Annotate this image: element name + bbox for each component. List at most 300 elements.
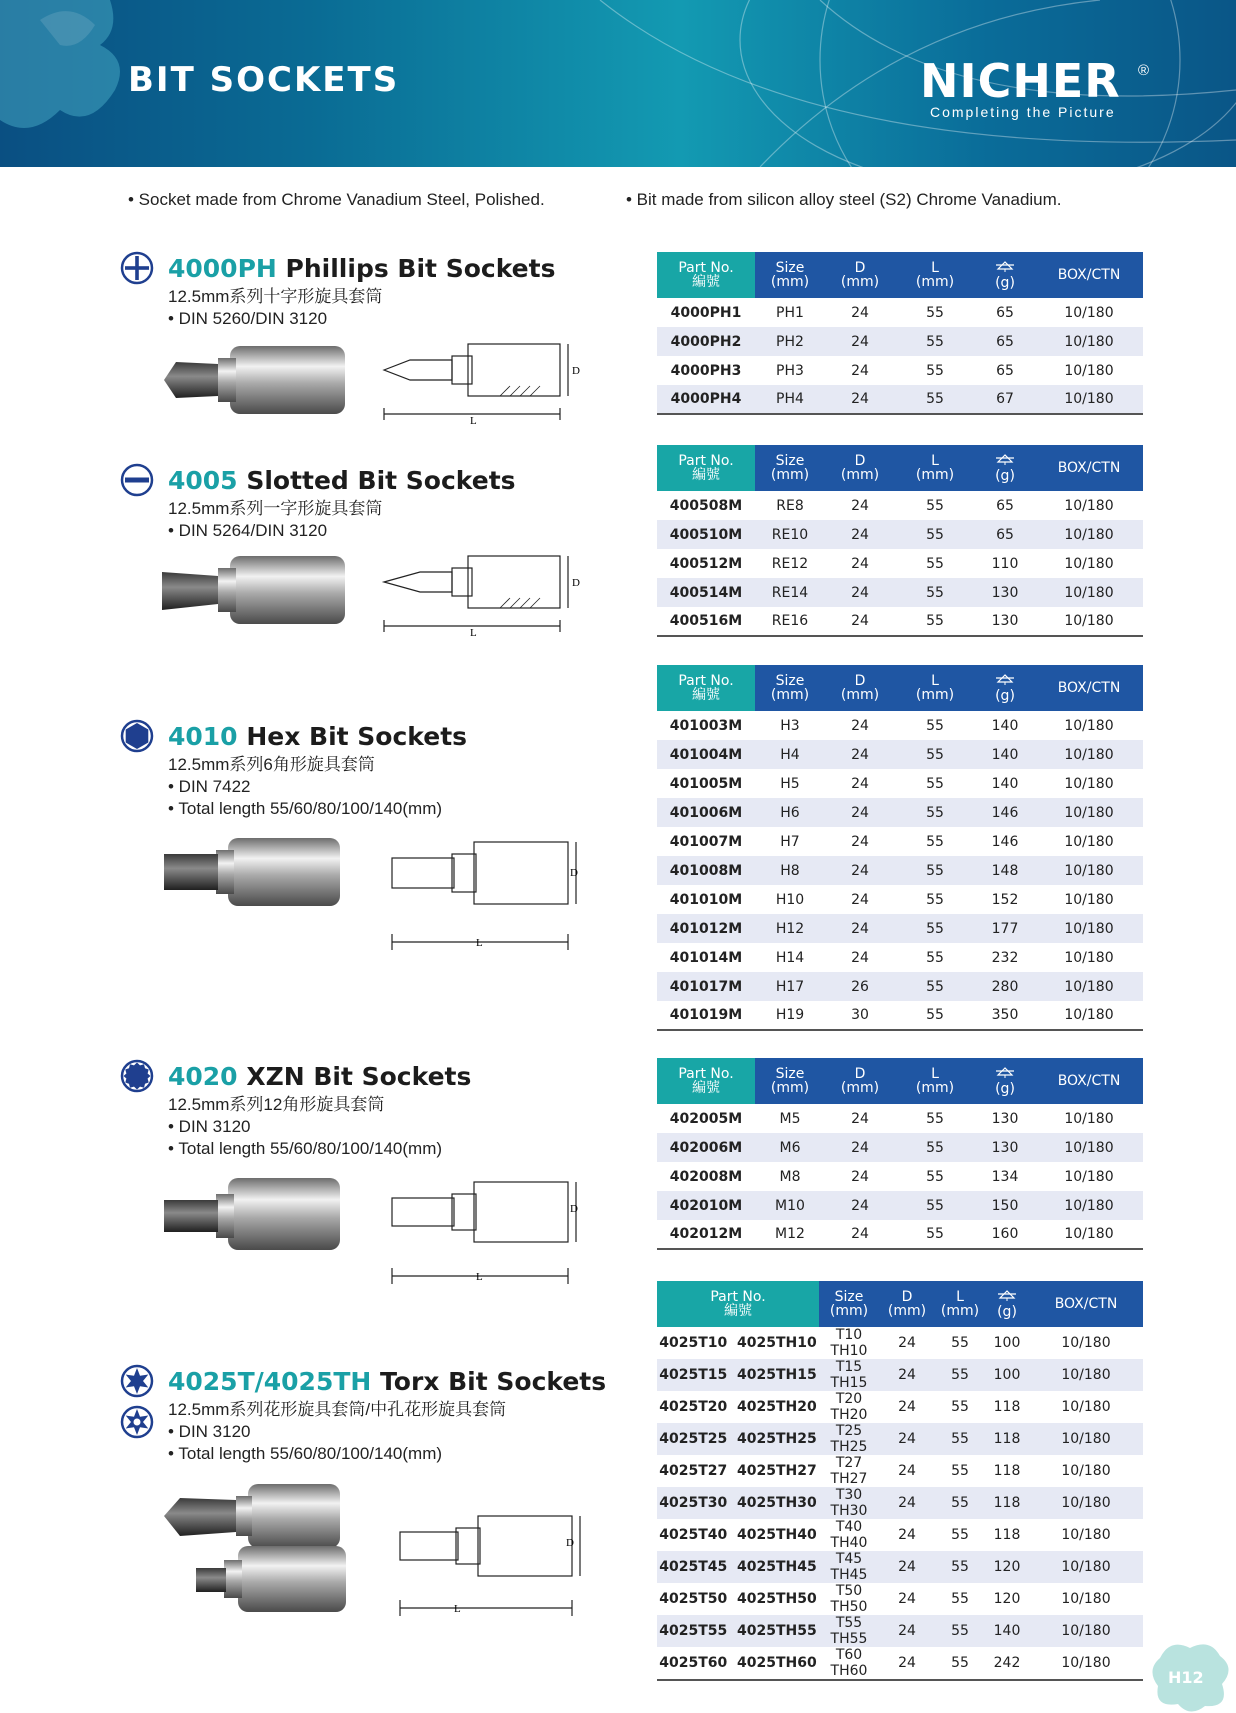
cell-box-ctn: 10/180 xyxy=(1064,775,1114,792)
cell-part-no: 402006M xyxy=(669,1139,743,1156)
cell-size: H7 xyxy=(780,833,800,850)
col-box-ctn: BOX/CTN xyxy=(1057,460,1121,476)
note-bit-material: • Bit made from silicon alloy steel (S2) Chrome Vanadium. xyxy=(626,190,1062,209)
cell-l: 55 xyxy=(895,607,975,636)
col-size: Size (mm) xyxy=(770,453,810,483)
cell-weight: 146 xyxy=(991,804,1019,821)
cell-l: 55 xyxy=(926,1168,944,1185)
note-socket-material: • Socket made from Chrome Vanadium Steel, Polished. xyxy=(128,190,545,209)
cell-weight: 146 xyxy=(991,833,1019,850)
cell-weight: 130 xyxy=(975,607,1035,636)
cell-size: T60 TH60 xyxy=(819,1647,879,1680)
cell-weight: 134 xyxy=(991,1168,1019,1185)
cell-size: H5 xyxy=(780,775,800,792)
cell-weight: 160 xyxy=(975,1220,1035,1249)
cell-weight: 130 xyxy=(991,584,1019,601)
table-row xyxy=(657,798,1143,827)
col-size: Size (mm) xyxy=(770,260,810,290)
cell-box-ctn: 10/180 xyxy=(1064,746,1114,763)
cell-box-ctn: 10/180 xyxy=(1064,804,1114,821)
cell-l: 55 xyxy=(926,1110,944,1127)
cell-d: 24 xyxy=(851,804,869,821)
cell-weight: 118 xyxy=(993,1399,1021,1415)
section-standard: • DIN 7422 xyxy=(168,777,251,796)
phillips-socket-photo xyxy=(160,340,360,420)
cell-part-no: 4025T30 4025TH30 xyxy=(659,1495,817,1511)
table-row xyxy=(657,1487,1143,1519)
col-l: L (mm) xyxy=(915,673,955,703)
cell-weight: 118 xyxy=(993,1431,1021,1447)
table-row xyxy=(657,1615,1143,1647)
section-standard: • DIN 5260/DIN 3120 xyxy=(168,309,328,328)
cell-size: H4 xyxy=(780,746,800,763)
phillips-dimension-diagram xyxy=(380,338,580,424)
cell-part-no: 400512M xyxy=(669,555,743,572)
cell-part-no: 4000PH4 xyxy=(657,385,755,414)
cell-part-no: 401014M xyxy=(669,949,743,966)
cell-box-ctn: 10/180 xyxy=(1064,333,1114,350)
cell-box-ctn: 10/180 xyxy=(1061,1431,1111,1447)
cell-d: 24 xyxy=(851,304,869,321)
xzn-socket-photo xyxy=(160,1176,350,1256)
cell-part-no: 402010M xyxy=(669,1197,743,1214)
cell-size: RE12 xyxy=(771,555,809,572)
cell-size: H12 xyxy=(775,920,805,937)
col-l: L (mm) xyxy=(940,1289,980,1319)
slotted-socket-photo xyxy=(160,550,360,630)
cell-size: H3 xyxy=(780,717,800,734)
cell-l: 55 xyxy=(951,1463,969,1479)
table-row xyxy=(657,1359,1143,1391)
cell-box-ctn: 10/180 xyxy=(1061,1559,1111,1575)
cell-weight: 65 xyxy=(996,362,1014,379)
cell-d: 26 xyxy=(851,978,869,995)
cell-weight: 65 xyxy=(996,497,1014,514)
section-length: • Total length 55/60/80/100/140(mm) xyxy=(168,799,443,818)
cell-d: 24 xyxy=(898,1559,916,1575)
spec-table-phillips xyxy=(657,252,1143,415)
cell-l: 55 xyxy=(951,1399,969,1415)
hex-icon xyxy=(120,719,154,753)
section-desc: 12.5mm系列6角形旋具套筒 xyxy=(168,755,375,774)
cell-box-ctn: 10/180 xyxy=(1064,949,1114,966)
torx-dimension-diagram xyxy=(398,1512,598,1622)
section-desc: 12.5mm系列12角形旋具套筒 xyxy=(168,1095,385,1114)
cell-part-no: 401012M xyxy=(669,920,743,937)
col-size: Size (mm) xyxy=(770,1066,810,1096)
cell-size: RE14 xyxy=(771,584,809,601)
cell-box-ctn: 10/180 xyxy=(1061,1335,1111,1351)
cell-weight: 118 xyxy=(993,1495,1021,1511)
diagram-l-label: L xyxy=(476,937,483,949)
cell-l: 55 xyxy=(951,1431,969,1447)
cell-l: 55 xyxy=(926,746,944,763)
cell-size: M8 xyxy=(779,1168,801,1185)
cell-box-ctn: 10/180 xyxy=(1061,1495,1111,1511)
cell-part-no: 401008M xyxy=(669,862,743,879)
cell-d: 24 xyxy=(898,1591,916,1607)
cell-box-ctn: 10/180 xyxy=(1064,978,1114,995)
cell-d: 24 xyxy=(879,1647,935,1680)
cell-l: 55 xyxy=(951,1591,969,1607)
cell-l: 55 xyxy=(926,584,944,601)
table-row xyxy=(657,491,1143,520)
cell-d: 24 xyxy=(851,1110,869,1127)
xzn-dimension-diagram xyxy=(390,1178,590,1288)
cell-l: 55 xyxy=(895,1220,975,1249)
cell-box-ctn: 10/180 xyxy=(1064,1197,1114,1214)
section-title: 4025T/4025TH Torx Bit Sockets xyxy=(168,1366,607,1396)
cell-box-ctn: 10/180 xyxy=(1064,362,1114,379)
cell-d: 24 xyxy=(898,1367,916,1383)
cell-weight: 350 xyxy=(975,1001,1035,1030)
cell-weight: 280 xyxy=(991,978,1019,995)
cell-l: 55 xyxy=(926,978,944,995)
cell-box-ctn: 10/180 xyxy=(1064,526,1114,543)
cell-l: 55 xyxy=(926,304,944,321)
cell-l: 55 xyxy=(951,1367,969,1383)
section-torx xyxy=(120,1363,640,1465)
col-part-no: Part No. 編號 xyxy=(657,1281,819,1327)
cell-part-no: 400510M xyxy=(669,526,743,543)
cell-box-ctn: 10/180 xyxy=(1064,891,1114,908)
table-row xyxy=(657,1551,1143,1583)
col-d: D (mm) xyxy=(840,260,880,290)
cell-part-no: 4025T40 4025TH40 xyxy=(659,1527,817,1543)
cell-part-no: 401019M xyxy=(657,1001,755,1030)
col-part-no: Part No. 編號 xyxy=(657,445,755,491)
phillips-icon xyxy=(120,251,154,285)
cell-d: 24 xyxy=(851,555,869,572)
cell-size: T27 TH27 xyxy=(830,1455,868,1487)
cell-part-no: 4000PH2 xyxy=(670,333,742,350)
cell-box-ctn: 10/180 xyxy=(1064,497,1114,514)
cell-l: 55 xyxy=(926,891,944,908)
cell-part-no: 4025T60 4025TH60 xyxy=(657,1647,819,1680)
cell-part-no: 401006M xyxy=(669,804,743,821)
cell-size: M10 xyxy=(775,1197,805,1214)
cell-weight: 130 xyxy=(991,1139,1019,1156)
cell-weight: 120 xyxy=(993,1559,1021,1575)
table-row xyxy=(657,1423,1143,1455)
spec-table-hex xyxy=(657,665,1143,1031)
col-part-no: Part No. 編號 xyxy=(657,252,755,298)
cell-part-no: 4025T10 4025TH10 xyxy=(659,1335,817,1351)
diagram-l-label: L xyxy=(470,627,477,636)
page-number-badge xyxy=(1150,1638,1236,1713)
cell-part-no: 4000PH3 xyxy=(670,362,742,379)
cell-box-ctn: 10/180 xyxy=(1064,862,1114,879)
cell-box-ctn: 10/180 xyxy=(1064,555,1114,572)
cell-l: 55 xyxy=(926,775,944,792)
section-xzn xyxy=(120,1058,640,1160)
cell-l: 55 xyxy=(951,1335,969,1351)
cell-part-no: 401003M xyxy=(669,717,743,734)
cell-d: 24 xyxy=(898,1495,916,1511)
cell-box-ctn: 10/180 xyxy=(1064,833,1114,850)
col-box-ctn: BOX/CTN xyxy=(1057,680,1121,696)
table-row xyxy=(657,1519,1143,1551)
cell-d: 24 xyxy=(825,1220,895,1249)
col-box-ctn: BOX/CTN xyxy=(1057,1073,1121,1089)
cell-d: 24 xyxy=(825,385,895,414)
cell-weight: 65 xyxy=(996,304,1014,321)
cell-l: 55 xyxy=(926,526,944,543)
col-box-ctn: BOX/CTN xyxy=(1054,1296,1118,1312)
cell-d: 24 xyxy=(851,1168,869,1185)
cell-l: 55 xyxy=(935,1647,985,1680)
cell-box-ctn: 10/180 xyxy=(1064,1110,1114,1127)
cell-weight: 118 xyxy=(993,1463,1021,1479)
cell-l: 55 xyxy=(926,333,944,350)
cell-box-ctn: 10/180 xyxy=(1064,1139,1114,1156)
cell-l: 55 xyxy=(926,555,944,572)
cell-d: 24 xyxy=(898,1527,916,1543)
col-d: D (mm) xyxy=(840,453,880,483)
section-phillips xyxy=(120,250,640,330)
col-d: D (mm) xyxy=(840,673,880,703)
torx-icon xyxy=(120,1364,154,1398)
cell-part-no: 401007M xyxy=(669,833,743,850)
cell-size: H10 xyxy=(775,891,805,908)
cell-size: T30 TH30 xyxy=(830,1487,868,1519)
cell-d: 24 xyxy=(851,949,869,966)
section-desc: 12.5mm系列一字形旋具套筒 xyxy=(168,499,383,518)
diagram-l-label: L xyxy=(470,415,477,424)
cell-part-no: 4025T27 4025TH27 xyxy=(659,1463,817,1479)
table-row xyxy=(657,1583,1143,1615)
cell-part-no: 4025T15 4025TH15 xyxy=(659,1367,817,1383)
cell-box-ctn: 10/180 xyxy=(1035,1001,1143,1030)
cell-weight: 110 xyxy=(991,555,1019,572)
cell-size: PH2 xyxy=(776,333,804,350)
cell-weight: 242 xyxy=(985,1647,1029,1680)
cell-d: 24 xyxy=(851,526,869,543)
cell-size: M6 xyxy=(779,1139,801,1156)
col-d: D (mm) xyxy=(840,1066,880,1096)
cell-box-ctn: 10/180 xyxy=(1035,385,1143,414)
torx-hollow-icon xyxy=(120,1405,154,1439)
brand-slogan: Completing the Picture xyxy=(930,104,1116,120)
cell-d: 24 xyxy=(851,891,869,908)
table-row xyxy=(657,1220,1143,1249)
cell-size: T25 TH25 xyxy=(830,1423,868,1455)
cell-d: 24 xyxy=(898,1335,916,1351)
cell-part-no: 4025T25 4025TH25 xyxy=(659,1431,817,1447)
table-row xyxy=(657,607,1143,636)
cell-d: 24 xyxy=(851,1197,869,1214)
cell-d: 24 xyxy=(851,333,869,350)
spec-table-slotted xyxy=(657,445,1143,637)
cell-weight: 65 xyxy=(996,526,1014,543)
cell-d: 24 xyxy=(825,607,895,636)
weight-scale-icon xyxy=(994,674,1016,686)
cell-part-no: 401004M xyxy=(669,746,743,763)
page-title: BIT SOCKETS xyxy=(128,60,400,100)
table-row xyxy=(657,1391,1143,1423)
cell-weight: 177 xyxy=(991,920,1019,937)
cell-part-no: 400508M xyxy=(669,497,743,514)
hex-dimension-diagram xyxy=(390,838,590,958)
cell-size: M12 xyxy=(755,1220,825,1249)
table-row xyxy=(657,520,1143,549)
diagram-l-label: L xyxy=(454,1603,461,1615)
cell-part-no: 4025T55 4025TH55 xyxy=(659,1623,817,1639)
cell-box-ctn: 10/180 xyxy=(1061,1399,1111,1415)
section-desc: 12.5mm系列花形旋具套筒/中孔花形旋具套筒 xyxy=(168,1400,507,1419)
weight-scale-icon xyxy=(996,1290,1018,1302)
cell-size: H6 xyxy=(780,804,800,821)
section-slotted xyxy=(120,462,640,542)
section-title: 4020 XZN Bit Sockets xyxy=(168,1061,472,1091)
col-d: D (mm) xyxy=(887,1289,927,1319)
cell-size: T50 TH50 xyxy=(830,1583,868,1615)
section-standard: • DIN 3120 xyxy=(168,1422,251,1441)
cell-d: 24 xyxy=(898,1399,916,1415)
cell-l: 55 xyxy=(926,1139,944,1156)
col-size: Size (mm) xyxy=(829,1289,869,1319)
table-row xyxy=(657,827,1143,856)
col-box-ctn: BOX/CTN xyxy=(1057,267,1121,283)
cell-l: 55 xyxy=(926,862,944,879)
cell-box-ctn: 10/180 xyxy=(1061,1623,1111,1639)
cell-d: 24 xyxy=(851,746,869,763)
cell-weight: 118 xyxy=(993,1527,1021,1543)
cell-box-ctn: 10/180 xyxy=(1064,584,1114,601)
cell-part-no: 4025T20 4025TH20 xyxy=(659,1399,817,1415)
cell-l: 55 xyxy=(895,1001,975,1030)
cell-l: 55 xyxy=(926,1197,944,1214)
cell-d: 24 xyxy=(851,775,869,792)
cell-d: 30 xyxy=(825,1001,895,1030)
cell-part-no: 402012M xyxy=(657,1220,755,1249)
cell-weight: 140 xyxy=(991,746,1019,763)
cell-weight: 152 xyxy=(991,891,1019,908)
cell-box-ctn: 10/180 xyxy=(1061,1527,1111,1543)
weight-scale-icon xyxy=(994,454,1016,466)
cell-d: 24 xyxy=(851,1139,869,1156)
cell-d: 24 xyxy=(898,1431,916,1447)
diagram-d-label: D xyxy=(566,1537,574,1549)
cell-l: 55 xyxy=(926,920,944,937)
cell-size: H8 xyxy=(780,862,800,879)
cell-size: T45 TH45 xyxy=(830,1551,868,1583)
cell-part-no: 4025T45 4025TH45 xyxy=(659,1559,817,1575)
col-weight: (g) xyxy=(975,252,1035,298)
cell-weight: 100 xyxy=(993,1367,1021,1383)
cell-size: T55 TH55 xyxy=(830,1615,868,1647)
cell-l: 55 xyxy=(895,385,975,414)
xzn-icon xyxy=(120,1059,154,1093)
cell-l: 55 xyxy=(926,949,944,966)
cell-weight: 148 xyxy=(991,862,1019,879)
cell-part-no: 4000PH1 xyxy=(670,304,742,321)
section-length: • Total length 55/60/80/100/140(mm) xyxy=(168,1139,443,1158)
cell-size: PH4 xyxy=(755,385,825,414)
cell-size: PH3 xyxy=(776,362,804,379)
table-row xyxy=(657,1191,1143,1220)
cell-size: H19 xyxy=(755,1001,825,1030)
table-row xyxy=(657,1104,1143,1133)
cell-box-ctn: 10/180 xyxy=(1061,1591,1111,1607)
cell-d: 24 xyxy=(851,497,869,514)
section-title: 4005 Slotted Bit Sockets xyxy=(168,465,516,495)
diagram-d-label: D xyxy=(570,867,578,879)
cell-d: 24 xyxy=(851,717,869,734)
table-row xyxy=(657,885,1143,914)
cell-size: PH1 xyxy=(776,304,804,321)
cell-size: T15 TH15 xyxy=(830,1359,868,1391)
table-row xyxy=(657,298,1143,327)
cell-box-ctn: 10/180 xyxy=(1064,1168,1114,1185)
cell-box-ctn: 10/180 xyxy=(1029,1647,1143,1680)
cell-part-no: 401010M xyxy=(669,891,743,908)
cell-box-ctn: 10/180 xyxy=(1035,607,1143,636)
cell-part-no: 401017M xyxy=(669,978,743,995)
page-number: H12 xyxy=(1168,1668,1204,1687)
diagram-d-label: D xyxy=(572,365,580,377)
cell-size: T40 TH40 xyxy=(830,1519,868,1551)
cell-box-ctn: 10/180 xyxy=(1061,1367,1111,1383)
cell-part-no: 402008M xyxy=(669,1168,743,1185)
col-weight: (g) xyxy=(975,665,1035,711)
cell-size: H14 xyxy=(775,949,805,966)
cell-d: 24 xyxy=(851,362,869,379)
cell-weight: 120 xyxy=(993,1591,1021,1607)
section-standard: • DIN 3120 xyxy=(168,1117,251,1136)
slotted-icon xyxy=(120,463,154,497)
cell-size: T20 TH20 xyxy=(830,1391,868,1423)
table-row xyxy=(657,385,1143,414)
diagram-l-label: L xyxy=(476,1271,483,1283)
col-l: L (mm) xyxy=(915,1066,955,1096)
cell-weight: 150 xyxy=(991,1197,1019,1214)
hex-socket-photo xyxy=(160,832,350,912)
cell-d: 24 xyxy=(898,1463,916,1479)
slotted-dimension-diagram xyxy=(380,550,580,636)
cell-weight: 100 xyxy=(993,1335,1021,1351)
torx-socket-photo xyxy=(160,1480,360,1630)
table-row xyxy=(657,1647,1143,1680)
col-l: L (mm) xyxy=(915,260,955,290)
diagram-d-label: D xyxy=(570,1203,578,1215)
cell-part-no: 4025T50 4025TH50 xyxy=(659,1591,817,1607)
spec-table-xzn xyxy=(657,1058,1143,1250)
cell-size: T10 TH10 xyxy=(830,1327,868,1359)
cell-weight: 67 xyxy=(975,385,1035,414)
cell-weight: 232 xyxy=(991,949,1019,966)
table-row xyxy=(657,769,1143,798)
section-hex xyxy=(120,718,640,820)
registered-mark: ® xyxy=(1138,62,1150,79)
brand-logo xyxy=(920,54,1150,120)
cell-box-ctn: 10/180 xyxy=(1064,304,1114,321)
table-row xyxy=(657,549,1143,578)
cell-l: 55 xyxy=(926,717,944,734)
cell-l: 55 xyxy=(951,1527,969,1543)
table-row xyxy=(657,943,1143,972)
cell-box-ctn: 10/180 xyxy=(1061,1463,1111,1479)
cell-l: 55 xyxy=(951,1559,969,1575)
table-row xyxy=(657,327,1143,356)
weight-scale-icon xyxy=(994,261,1016,273)
cell-size: M5 xyxy=(779,1110,801,1127)
col-l: L (mm) xyxy=(915,453,955,483)
page-header xyxy=(0,0,1236,167)
cell-weight: 140 xyxy=(991,717,1019,734)
cell-size: RE16 xyxy=(755,607,825,636)
table-row xyxy=(657,711,1143,740)
